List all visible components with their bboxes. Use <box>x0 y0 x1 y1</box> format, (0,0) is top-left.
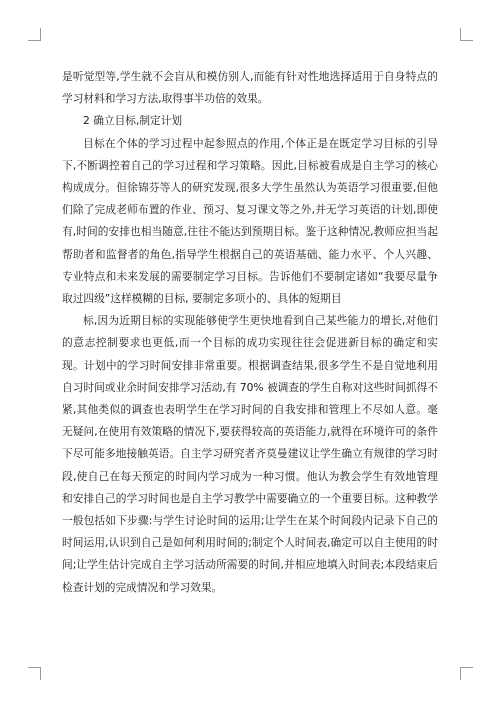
crop-mark-top-right <box>460 28 473 41</box>
crop-mark-bottom-right <box>460 667 473 680</box>
section-heading: 2 确立目标,制定计划 <box>83 114 183 128</box>
paragraph-continued: 是听觉型等,学生就不会盲从和模仿别人,而能有针对性地选择适用于自身特点的学习材料和学习方法,取得事半功倍的效果。 <box>62 70 438 106</box>
crop-mark-bottom-left <box>28 667 41 680</box>
paragraph-time-plan: 标,因为近期目标的实现能够使学生更快地看到自己某些能力的增长,对他们的意志控制要求也更低,而一个目标的成功实现往往会促进新目标的确定和实现。计划中的学习时间安排非常重要。根据调查结果,很多学生不是自觉地利用自习时间或业余时间安排学习活动,有 70% 被调查的学生自称对这些时间抓得不紧,其他类似的调查也表明学生在学习时间的自我安排和管理上不尽如人意。毫无疑问,在使用有效策略的情况下,要获得较高的英语能力,就得在环境许可的条件下尽可能多地接触英语。自主学习研究者齐莫曼建议让学生确立有规律的学习时段,使自己在每天预定的时间内学习成为一种习惯。他认为教会学生有效地管理和安排自己的学习时间也是自主学习教学中需要确立的一个重要目标。这种教学一般包括如下步骤:与学生讨论时间的运用;让学生在某个时间段内记录下自己的时间运用,认识到自己是如何利用时间的;制定个人时间表,确定可以自主使用的时间;让学生估计完成自主学习活动所需要的时间,并相应地填入时间表;本段结束后检查计划的完成情况和学习效果。 <box>62 314 438 594</box>
paragraph-goals: 目标在个体的学习过程中起参照点的作用,个体正是在既定学习目标的引导下,不断调控着自己的学习过程和学习策略。因此,目标被看成是自主学习的核心构成成分。但徐锦芬等人的研究发现,很多大学生虽然认为英语学习很重要,但他们除了完成老师布置的作业、预习、复习课文等之外,并无学习英语的计划,即使有,时间的安排也相当随意,往往不能达到预期目标。鉴于这种情况,教师应担当起帮助者和监督者的角色,指导学生根据自己的英语基础、能力水平、个人兴趣、专业特点和未来发展的需要制定学习目标。告诉他们不要制定诸如“我要尽量争取过四级”这样模糊的目标, 要制定多项小的、具体的短期目 <box>62 136 438 306</box>
crop-mark-top-left <box>28 28 41 41</box>
document-body <box>62 66 438 599</box>
